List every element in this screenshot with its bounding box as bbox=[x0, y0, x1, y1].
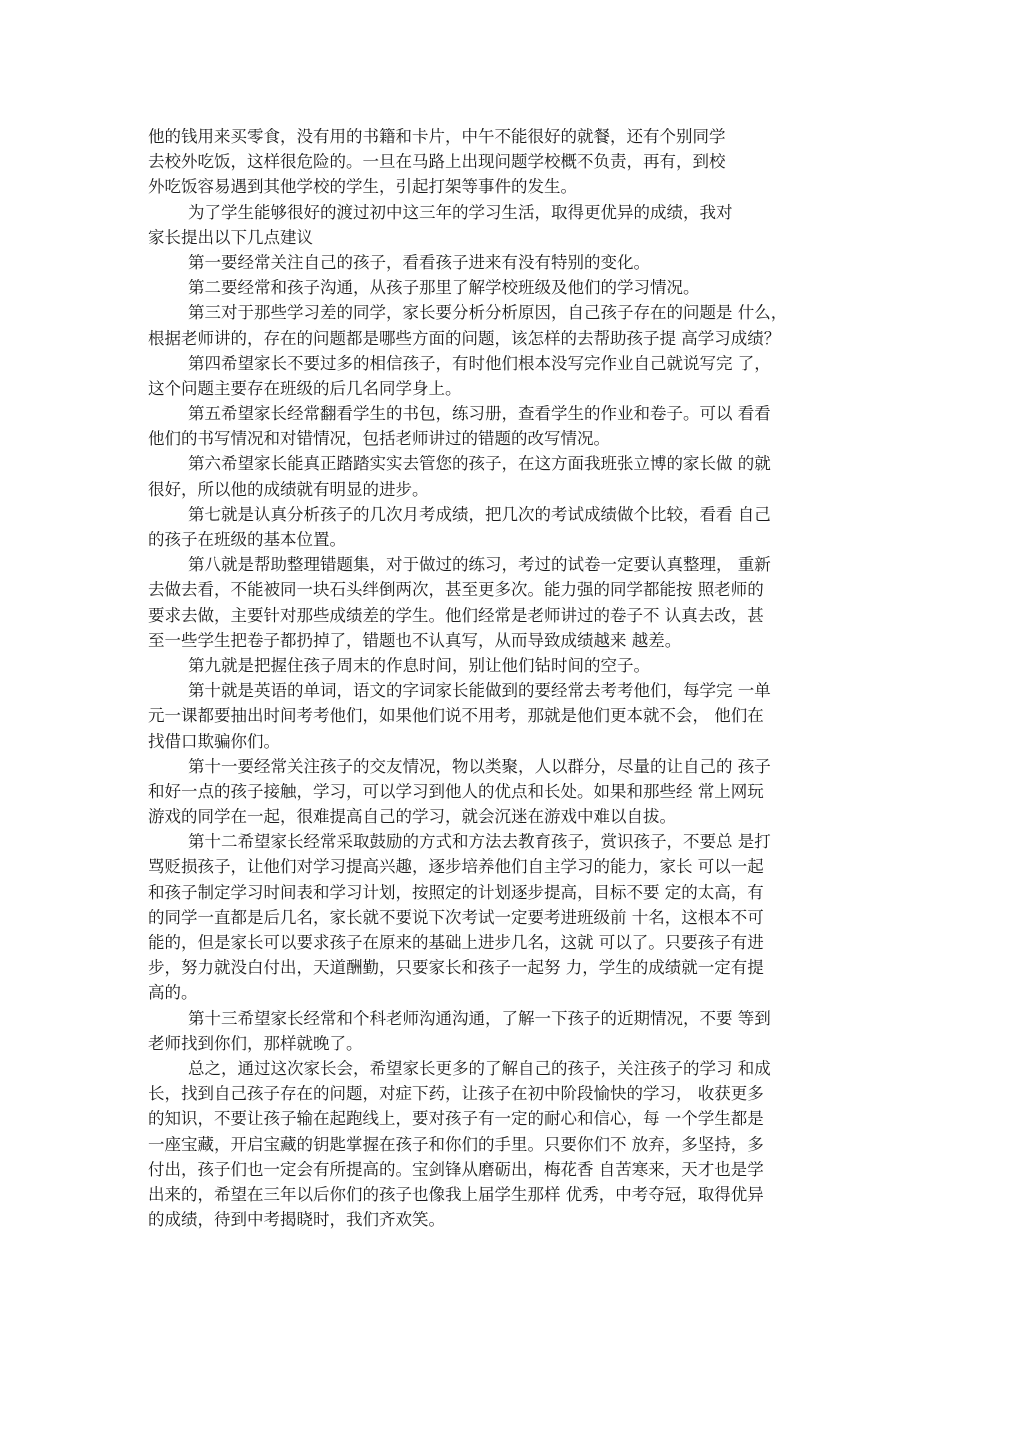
text-line: 长，找到自己孩子存在的问题，对症下药，让孩子在初中阶段愉快的学习， 收获更多 bbox=[148, 1084, 764, 1104]
text-line: 他们的书写情况和对错情况，包括老师讲过的错题的改写情况。 bbox=[148, 429, 610, 449]
text-line: 第七就是认真分析孩子的几次月考成绩，把几次的考试成绩做个比较，看看 自己 bbox=[188, 504, 771, 524]
text-line: 家长提出以下几点建议 bbox=[148, 227, 313, 247]
document-page bbox=[148, 124, 868, 1232]
text-line: 至一些学生把卷子都扔掉了，错题也不认真写，从而导致成绩越来 越差。 bbox=[148, 630, 682, 650]
text-line: 能的，但是家长可以要求孩子在原来的基础上进步几名，这就 可以了。只要孩子有进 bbox=[148, 933, 764, 952]
text-line: 找借口欺骗你们。 bbox=[148, 731, 280, 751]
text-line: 的孩子在班级的基本位置。 bbox=[148, 530, 346, 549]
text-line: 第三对于那些学习差的同学，家长要分析分析原因，自己孩子存在的问题是 什么， bbox=[188, 303, 788, 323]
text-line: 游戏的同学在一起，很难提高自己的学习，就会沉迷在游戏中难以自拔。 bbox=[148, 807, 676, 827]
text-line: 第一要经常关注自己的孩子，看看孩子进来有没有特别的变化。 bbox=[188, 252, 650, 272]
text-line: 第十二希望家长经常采取鼓励的方式和方法去教育孩子，赏识孩子，不要总 是打 bbox=[188, 832, 771, 852]
text-line: 第六希望家长能真正踏踏实实去管您的孩子，在这方面我班张立博的家长做 的就 bbox=[188, 454, 771, 474]
text-line: 第十三希望家长经常和个科老师沟通沟通，了解一下孩子的近期情况，不要 等到 bbox=[188, 1008, 771, 1028]
text-line: 付出，孩子们也一定会有所提高的。宝剑锋从磨砺出，梅花香 自苦寒来，天才也是学 bbox=[148, 1159, 764, 1179]
text-line: 去校外吃饭，这样很危险的。一旦在马路上出现问题学校概不负责，再有，到校 bbox=[148, 152, 726, 172]
text-line: 外吃饭容易遇到其他学校的学生，引起打架等事件的发生。 bbox=[148, 177, 577, 197]
text-line: 的成绩，待到中考揭晓时，我们齐欢笑。 bbox=[148, 1210, 445, 1230]
text-line: 总之，通过这次家长会，希望家长更多的了解自己的孩子，关注孩子的学习 和成 bbox=[188, 1058, 771, 1078]
text-line: 要求去做，主要针对那些成绩差的学生。他们经常是老师讲过的卷子不 认真去改，甚 bbox=[148, 605, 764, 625]
text-line: 第九就是把握住孩子周末的作息时间，别让他们钻时间的空子。 bbox=[188, 655, 650, 675]
text-line: 第二要经常和孩子沟通，从孩子那里了解学校班级及他们的学习情况。 bbox=[188, 278, 700, 298]
text-line: 元一课都要抽出时间考考他们，如果他们说不用考，那就是他们更本就不会， 他们在 bbox=[148, 706, 764, 726]
text-line: 为了学生能够很好的渡过初中这三年的学习生活，取得更优异的成绩，我对 bbox=[188, 202, 733, 222]
text-line: 很好，所以他的成绩就有明显的进步。 bbox=[148, 479, 429, 499]
text-line: 根据老师讲的，存在的问题都是哪些方面的问题，该怎样的去帮助孩子提 高学习成绩？ bbox=[148, 328, 781, 348]
text-line: 高的。 bbox=[148, 983, 198, 1003]
text-line: 的知识，不要让孩子输在起跑线上，要对孩子有一定的耐心和信心，每 一个学生都是 bbox=[148, 1109, 764, 1129]
text-line: 他的钱用来买零食，没有用的书籍和卡片，中午不能很好的就餐，还有个别同学 bbox=[148, 127, 726, 146]
text-line: 这个问题主要存在班级的后几名同学身上。 bbox=[148, 378, 462, 398]
text-line: 的同学一直都是后几名，家长就不要说下次考试一定要考进班级前 十名，这根本不可 bbox=[148, 907, 764, 927]
text-line: 步，努力就没白付出，天道酬勤，只要家长和孩子一起努 力，学生的成绩就一定有提 bbox=[148, 958, 764, 978]
text-line: 和孩子制定学习时间表和学习计划，按照定的计划逐步提高，目标不要 定的太高，有 bbox=[148, 882, 764, 902]
text-line: 出来的，希望在三年以后你们的孩子也像我上届学生那样 优秀，中考夺冠，取得优异 bbox=[148, 1184, 764, 1204]
text-line: 第八就是帮助整理错题集，对于做过的练习，考过的试卷一定要认真整理， 重新 bbox=[188, 555, 771, 575]
text-line: 第十一要经常关注孩子的交友情况，物以类聚，人以群分，尽量的让自己的 孩子 bbox=[188, 756, 771, 776]
text-line: 第四希望家长不要过多的相信孩子，有时他们根本没写完作业自己就说写完 了， bbox=[188, 353, 771, 373]
text-line: 一座宝藏，开启宝藏的钥匙掌握在孩子和你们的手里。只要你们不 放弃，多坚持，多 bbox=[148, 1134, 764, 1154]
text-line: 去做去看，不能被同一块石头绊倒两次，甚至更多次。能力强的同学都能按 照老师的 bbox=[148, 580, 764, 600]
text-line: 第五希望家长经常翻看学生的书包，练习册，查看学生的作业和卷子。可以 看看 bbox=[188, 404, 771, 424]
text-line: 骂贬损孩子，让他们对学习提高兴趣，逐步培养他们自主学习的能力，家长 可以一起 bbox=[148, 857, 764, 877]
text-line: 和好一点的孩子接触，学习，可以学习到他人的优点和长处。如果和那些经 常上网玩 bbox=[148, 781, 764, 801]
text-line: 老师找到你们，那样就晚了。 bbox=[148, 1033, 363, 1053]
text-line: 第十就是英语的单词，语文的字词家长能做到的要经常去考考他们，每学完 一单 bbox=[188, 681, 771, 701]
